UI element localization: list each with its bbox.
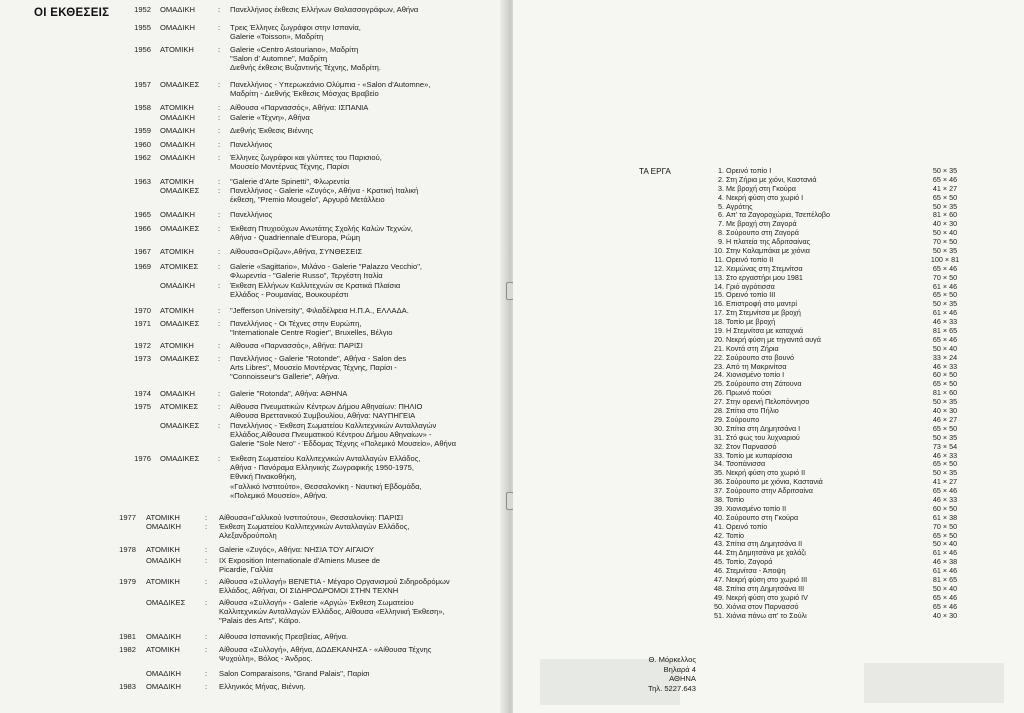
work-number: 24. — [714, 370, 724, 380]
exhibition-colon: : — [218, 153, 221, 162]
work-number: 20. — [714, 334, 724, 344]
work-title: Στον Παρνασσό — [726, 441, 777, 451]
exhibition-description: Galerie «Centro Astouriano», Μαδρίτη "Salon d' Automne", Μαδρίτη Διεθνής έκθεσις Βυζαντινής Τέχνης, Μαδρίτη. — [230, 45, 381, 73]
work-number: 26. — [714, 388, 724, 398]
work-title: Σούρουπο στη Γκούρα — [726, 512, 799, 522]
work-number: 4. — [718, 192, 724, 202]
work-number: 28. — [714, 406, 724, 416]
exhibition-colon: : — [218, 421, 221, 430]
exhibition-colon: : — [205, 556, 208, 565]
exhibition-year: 1952 — [134, 5, 151, 14]
exhibition-year: 1978 — [119, 545, 136, 554]
work-number: 17. — [714, 308, 724, 318]
exhibition-type: ΟΜΑΔΙΚΕΣ — [160, 80, 200, 89]
exhibition-description: Πανελλήνιος — [230, 140, 273, 149]
exhibition-colon: : — [218, 224, 221, 233]
exhibition-type: ΟΜΑΔΙΚΗ — [160, 210, 196, 219]
exhibition-type: ΑΤΟΜΙΚΗ — [160, 45, 194, 54]
work-title: Σούρουπο — [726, 414, 760, 424]
work-title: Ορεινό τοπίο I — [726, 166, 772, 175]
work-dimensions: 65 × 46 — [932, 592, 958, 602]
contact-street: Βηλαρά 4 — [663, 664, 696, 674]
exhibition-year: 1969 — [134, 262, 151, 271]
exhibition-year: 1977 — [119, 513, 136, 522]
work-number: 46. — [714, 566, 724, 576]
exhibition-description: Galerie "Rotonda", Αθήνα: ΑΘΗΝΑ — [230, 389, 348, 398]
work-dimensions: 46 × 33 — [932, 494, 958, 504]
exhibition-colon: : — [218, 186, 221, 195]
work-number: 3. — [718, 183, 724, 193]
exhibition-year: 1956 — [134, 45, 151, 54]
exhibition-description: Πανελλήνιος - Galerie "Rotonde", Αθήνα - Salon des Arts Libres", Μουσείο Μοντέρνας Τέχνης, Παρίσι - "Connoisseur's Gallerie", Αθήνα. — [230, 354, 407, 382]
exhibition-description: Αίθουσα «Παρνασσός», Αθήνα: ΙΣΠΑΝΙΑ — [230, 103, 369, 112]
exhibition-colon: : — [218, 319, 221, 328]
exhibition-year: 1970 — [134, 306, 151, 315]
work-dimensions: 70 × 50 — [932, 237, 958, 247]
exhibition-year: 1967 — [134, 247, 151, 256]
work-title: Τοπίο — [726, 530, 745, 540]
work-number: 33. — [714, 450, 724, 460]
exhibition-colon: : — [218, 103, 221, 112]
work-dimensions: 50 × 35 — [932, 299, 958, 309]
exhibition-type: ΟΜΑΔΙΚΗ — [146, 669, 182, 678]
exhibition-year: 1957 — [134, 80, 151, 89]
exhibition-year: 1955 — [134, 23, 151, 32]
work-dimensions: 50 × 40 — [932, 539, 958, 549]
exhibition-description: Αίθουσα«Ορίζων»,Αθήνα, ΣΥΝΘΕΣΕΙΣ — [230, 247, 363, 256]
exhibition-description: Τρεις Έλληνες ζωγράφοι στην Ισπανία, Galerie «Toisson», Μαδρίτη — [230, 23, 361, 42]
work-number: 19. — [714, 326, 724, 336]
work-number: 36. — [714, 477, 724, 487]
contact-city: ΑΘΗΝΑ — [669, 674, 696, 684]
work-number: 11. — [714, 254, 724, 264]
work-dimensions: 65 × 46 — [932, 601, 958, 611]
work-number: 29. — [714, 414, 724, 424]
work-title: Σπίτια στη Δημητσάνα II — [726, 539, 803, 549]
exhibition-year: 1958 — [134, 103, 151, 112]
work-dimensions: 33 × 24 — [932, 352, 958, 362]
exhibition-description: Galerie «Τέχνη», Αθήνα — [230, 113, 310, 122]
work-number: 35. — [714, 468, 724, 478]
work-dimensions: 41 × 27 — [932, 183, 958, 193]
work-dimensions: 60 × 50 — [932, 503, 958, 513]
work-title: Στεμνίτσα - Άποψη — [726, 566, 786, 576]
work-dimensions: 65 × 50 — [932, 192, 958, 202]
work-number: 31. — [714, 432, 724, 442]
exhibition-type: ΑΤΟΜΙΚΗ — [160, 103, 194, 112]
work-title: Νεκρή φύση στο χωριό I — [726, 192, 804, 202]
exhibition-description: Salon Comparaisons, "Grand Palais", Παρίσι — [219, 669, 370, 678]
exhibition-description: Πανελλήνιος - Galerie «Ζυγός», Αθήνα - Κρατική Ιταλική έκθεση, "Premio Mougelo", Αργυρό Μετάλλειο — [230, 186, 419, 205]
work-title: Στη Στεμνίτσα με βροχή — [726, 308, 801, 318]
work-title: Αγρότης — [726, 201, 753, 211]
work-title: Σούρουπο στην Αδριτσαίνα — [726, 486, 813, 496]
work-title: Απ' τα Ζαγοροχώρια, Τσεπέλοβο — [726, 210, 830, 220]
work-title: Ορεινό τοπίο II — [726, 254, 774, 264]
exhibition-type: ΟΜΑΔΙΚΗ — [160, 126, 196, 135]
work-title: Σούρουπο στη Ζαγορά — [726, 228, 799, 238]
exhibition-year: 1981 — [119, 632, 136, 641]
work-number: 43. — [714, 539, 724, 549]
work-number: 6. — [718, 210, 724, 220]
exhibition-type: ΟΜΑΔΙΚΕΣ — [160, 454, 200, 463]
exhibition-description: Διεθνής Έκθεσις Βιέννης — [230, 126, 314, 135]
work-dimensions: 65 × 46 — [932, 486, 958, 496]
work-dimensions: 46 × 27 — [932, 414, 958, 424]
work-number: 32. — [714, 441, 724, 451]
exhibition-type: ΟΜΑΔΙΚΕΣ — [160, 224, 200, 233]
work-number: 44. — [714, 548, 724, 558]
exhibition-description: Έκθεση Σωματείου Καλλιτεχνικών Ανταλλαγών Ελλάδος, Αλεξανδρούπολη — [219, 522, 410, 541]
work-dimensions: 50 × 40 — [932, 343, 958, 353]
work-number: 5. — [718, 201, 724, 211]
work-title: Η πλατεία της Αδριτσαίνας — [726, 237, 811, 247]
work-number: 25. — [714, 379, 724, 389]
work-title: Στην Καλαμπάκα με χιόνια — [726, 246, 810, 256]
exhibition-year: 1976 — [134, 454, 151, 463]
exhibition-type: ΟΜΑΔΙΚΕΣ — [160, 421, 200, 430]
exhibition-type: ΑΤΟΜΙΚΗ — [160, 177, 194, 186]
work-dimensions: 70 × 50 — [932, 521, 958, 531]
exhibition-colon: : — [218, 45, 221, 54]
exhibition-description: Έλληνες ζωγράφοι και γλύπτες του Παρισιού, Μουσείο Μοντέρνας Τέχνης, Παρίσι — [230, 153, 382, 172]
work-number: 15. — [714, 290, 724, 300]
work-number: 9. — [718, 237, 724, 247]
exhibition-description: Galerie «Ζυγός», Αθήνα: ΝΗΣΙΑ ΤΟΥ ΑΙΓΑΙΟΥ — [219, 545, 374, 554]
exhibition-description: IX Exposition Internationale d'Amiens Musee de Picardie, Γαλλία — [219, 556, 381, 575]
exhibition-year: 1974 — [134, 389, 151, 398]
work-number: 10. — [714, 246, 724, 256]
work-dimensions: 40 × 30 — [932, 406, 958, 416]
exhibitions-heading: ΟΙ ΕΚΘΕΣΕΙΣ — [34, 7, 110, 19]
exhibition-colon: : — [218, 126, 221, 135]
exhibition-year: 1960 — [134, 140, 151, 149]
work-number: 27. — [714, 397, 724, 407]
exhibition-year: 1973 — [134, 354, 151, 363]
work-dimensions: 61 × 46 — [932, 566, 958, 576]
exhibition-colon: : — [218, 5, 221, 14]
exhibition-colon: : — [218, 402, 221, 411]
exhibition-description: Αίθουσα Πνευματικών Κέντρων Δήμου Αθηναίων: ΠΗΛΙΟ Αίθουσα Βρεττανικού Συμβουλίου, Αθήνα: ΝΑΥΠΗΓΕΙΑ — [230, 402, 423, 421]
work-number: 42. — [714, 530, 724, 540]
exhibition-colon: : — [218, 140, 221, 149]
work-number: 7. — [718, 219, 724, 229]
work-number: 51. — [714, 610, 724, 620]
work-title: Τοπίο με βροχή — [726, 317, 776, 327]
work-number: 8. — [718, 228, 724, 238]
work-dimensions: 40 × 30 — [932, 610, 958, 620]
work-title: Τοπίο με κυπαρίσσια — [726, 450, 793, 460]
exhibition-description: "Galerie d'Arte Spinetti", Φλωρεντία — [230, 177, 350, 186]
exhibition-type: ΑΤΟΜΙΚΗ — [146, 645, 180, 654]
work-dimensions: 40 × 30 — [932, 219, 958, 229]
exhibition-description: Έκθεση Πτυχιούχων Ανωτάτης Σχολής Καλών Τεχνών, Αθήνα - Quadriennale d'Europa, Ρώμη — [230, 224, 413, 243]
work-number: 30. — [714, 423, 724, 433]
work-dimensions: 46 × 33 — [932, 317, 958, 327]
work-title: Ορεινό τοπίο III — [726, 290, 776, 300]
exhibition-description: Αίθουσα «Παρνασσός», Αθήνα: ΠΑΡΙΣΙ — [230, 341, 363, 350]
exhibition-colon: : — [218, 23, 221, 32]
work-dimensions: 61 × 46 — [932, 548, 958, 558]
exhibition-type: ΑΤΟΜΙΚΗ — [146, 513, 180, 522]
works-heading: ΤΑ ΕΡΓΑ — [639, 167, 671, 176]
exhibition-colon: : — [218, 341, 221, 350]
work-dimensions: 46 × 33 — [932, 361, 958, 371]
work-dimensions: 61 × 46 — [932, 281, 958, 291]
work-title: Σούρουπο στη Ζάτουνα — [726, 379, 802, 389]
exhibition-year: 1972 — [134, 341, 151, 350]
exhibition-type: ΟΜΑΔΙΚΗ — [160, 389, 196, 398]
work-number: 16. — [714, 299, 724, 309]
work-dimensions: 50 × 35 — [932, 397, 958, 407]
work-title: Νεκρή φύση στο χωριό II — [726, 468, 806, 478]
exhibition-type: ΑΤΟΜΙΚΗ — [160, 247, 194, 256]
work-dimensions: 50 × 35 — [932, 201, 958, 211]
exhibition-colon: : — [205, 598, 208, 607]
work-title: Χιόνια στον Παρνασσό — [726, 601, 799, 611]
work-number: 45. — [714, 557, 724, 567]
work-number: 1. — [718, 166, 724, 175]
exhibition-colon: : — [205, 669, 208, 678]
exhibition-description: Αίθουσα Ισπανικής Πρεσβείας, Αθήνα. — [219, 632, 349, 641]
work-title: Τσοπάνισσα — [726, 459, 766, 469]
exhibition-colon: : — [205, 513, 208, 522]
work-title: Ορεινό τοπίο — [726, 521, 768, 531]
exhibitions-page — [0, 0, 507, 713]
work-dimensions: 65 × 50 — [932, 290, 958, 300]
exhibition-description: Αίθουσα «Συλλογή», Αθήνα, ΔΩΔΕΚΑΝΗΣΑ - «Αίθουσα Τέχνης Ψυχούλη», Βόλος - Άνδρος. — [219, 645, 432, 664]
work-number: 48. — [714, 583, 724, 593]
exhibition-description: Ελληνικός Μήνας, Βιέννη. — [219, 682, 306, 691]
work-dimensions: 81 × 60 — [932, 388, 958, 398]
exhibition-colon: : — [218, 247, 221, 256]
exhibition-type: ΟΜΑΔΙΚΕΣ — [160, 319, 200, 328]
exhibition-description: Έκθεση Σωματείου Καλλιτεχνικών Ανταλλαγών Ελλάδος, Αθήνα - Πανόραμα Ελληνικής Ζωγραφικής 1950-1975, Εθνική Πινακοθήκη, «Γαλλικό Ινστιτούτο», Θεσσαλονίκη - Ναυτική Εβδομάδα, «Πολεμικό Μουσείο», Αθήνα. — [230, 454, 422, 500]
work-title: Χειμώνας στη Στεμνίτσα — [726, 263, 803, 273]
work-dimensions: 50 × 35 — [932, 166, 958, 175]
exhibition-description: Πανελλήνιος - Υπερωκεάνιο Ολύμπια - «Salon d'Automne», Μαδρίτη - Διεθνής Έκθεσις Μόσχας Βραβείο — [230, 80, 431, 99]
work-number: 50. — [714, 601, 724, 611]
work-number: 40. — [714, 512, 724, 522]
exhibition-colon: : — [218, 177, 221, 186]
work-title: Σπίτια στη Δημητσάνα III — [726, 583, 805, 593]
work-dimensions: 65 × 50 — [932, 423, 958, 433]
work-dimensions: 81 × 65 — [932, 326, 958, 336]
work-number: 21. — [714, 343, 724, 353]
work-dimensions: 60 × 50 — [932, 370, 958, 380]
exhibition-type: ΟΜΑΔΙΚΗ — [160, 281, 196, 290]
work-title: Στην ορεινή Πελοπόννησο — [726, 397, 810, 407]
work-dimensions: 50 × 40 — [932, 583, 958, 593]
work-title: Νεκρή φύση στο χωριό IV — [726, 592, 808, 602]
work-dimensions: 65 × 46 — [932, 263, 958, 273]
exhibition-description: Galerie «Sagittario», Μιλάνο - Galerie "Palazzo Vecchio", Φλωρεντία - "Galerie Russo", Τεργέστη Ιταλία — [230, 262, 423, 281]
work-dimensions: 65 × 46 — [932, 174, 958, 184]
exhibition-type: ΟΜΑΔΙΚΗ — [146, 522, 182, 531]
exhibition-colon: : — [205, 682, 208, 691]
exhibition-type: ΟΜΑΔΙΚΗ — [146, 682, 182, 691]
exhibition-year: 1983 — [119, 682, 136, 691]
work-dimensions: 41 × 27 — [932, 477, 958, 487]
exhibition-type: ΑΤΟΜΙΚΗ — [160, 341, 194, 350]
exhibition-type: ΑΤΟΜΙΚΗ — [146, 577, 180, 586]
work-title: Κοντά στη Ζήρια — [726, 343, 779, 353]
work-title: Σούρουπο στο βουνό — [726, 352, 795, 362]
exhibition-type: ΑΤΟΜΙΚΕΣ — [160, 262, 199, 271]
exhibition-type: ΟΜΑΔΙΚΗ — [160, 23, 196, 32]
work-title: Η Στεμνίτσα με καταχνιά — [726, 326, 804, 336]
work-number: 23. — [714, 361, 724, 371]
work-number: 13. — [714, 272, 724, 282]
work-dimensions: 50 × 35 — [932, 468, 958, 478]
exhibition-year: 1966 — [134, 224, 151, 233]
exhibition-type: ΟΜΑΔΙΚΕΣ — [146, 598, 186, 607]
exhibition-colon: : — [218, 80, 221, 89]
artist-contact — [630, 655, 696, 693]
exhibition-colon: : — [218, 113, 221, 122]
exhibition-colon: : — [205, 522, 208, 531]
work-title: Στό φως του λυχναριού — [726, 432, 800, 442]
work-title: Με βροχή στη Γκούρα — [726, 183, 796, 193]
work-number: 34. — [714, 459, 724, 469]
exhibition-colon: : — [205, 645, 208, 654]
work-title: Τοπίο — [726, 494, 745, 504]
work-title: Από τη Μακρινίτσα — [726, 361, 787, 371]
work-title: Στη Ζήρια με χιόνι, Καστανιά — [726, 174, 817, 184]
exhibition-year: 1965 — [134, 210, 151, 219]
exhibition-description: Αίθουσα«Γαλλικού Ινστιτούτου», Θεσσαλονίκη: ΠΑΡΙΣΙ — [219, 513, 404, 522]
work-dimensions: 65 × 50 — [932, 459, 958, 469]
exhibition-colon: : — [218, 454, 221, 463]
exhibition-type: ΟΜΑΔΙΚΗ — [160, 153, 196, 162]
exhibition-colon: : — [218, 210, 221, 219]
work-title: Σπίτια στο Πήλιο — [726, 406, 779, 416]
work-number: 22. — [714, 352, 724, 362]
work-number: 12. — [714, 263, 724, 273]
work-number: 39. — [714, 503, 724, 513]
work-dimensions: 65 × 46 — [932, 334, 958, 344]
exhibition-year: 1959 — [134, 126, 151, 135]
exhibition-colon: : — [218, 306, 221, 315]
work-dimensions: 65 × 50 — [932, 530, 958, 540]
work-title: Πρωινό πούσι — [726, 388, 771, 398]
exhibition-description: Αίθουσα «Συλλογή» ΒΕΝΕΤΙΑ - Μέγαρο Οργανισμού Σιδηροδρόμων Ελλάδος, Αθήναι, ΟΙ ΣΙΔΗΡΟΔΡΟΜΟΙ ΣΤΗΝ ΤΕΧΝΗ — [219, 577, 450, 596]
work-title: Νεκρή φύση με τηγανιτά αυγά — [726, 334, 821, 344]
work-number: 38. — [714, 494, 724, 504]
work-title: Στο εργαστήρι μου 1981 — [726, 272, 803, 282]
exhibition-colon: : — [218, 262, 221, 271]
work-number: 49. — [714, 592, 724, 602]
exhibition-year: 1971 — [134, 319, 151, 328]
exhibition-colon: : — [205, 545, 208, 554]
exhibition-year: 1963 — [134, 177, 151, 186]
work-number: 18. — [714, 317, 724, 327]
exhibition-type: ΟΜΑΔΙΚΕΣ — [160, 354, 200, 363]
exhibition-type: ΟΜΑΔΙΚΗ — [146, 556, 182, 565]
contact-name: Θ. Μόρκελλος — [648, 655, 696, 664]
work-dimensions: 46 × 38 — [932, 557, 958, 567]
exhibition-type: ΟΜΑΔΙΚΗ — [160, 5, 196, 14]
work-title: Σπίτια στη Δημητσάνα I — [726, 423, 801, 433]
exhibition-type: ΟΜΑΔΙΚΗ — [160, 140, 196, 149]
exhibition-description: Πανελλήνιος έκθεσις Ελλήνων Θαλασσογράφων, Αθήνα — [230, 5, 419, 14]
work-dimensions: 50 × 35 — [932, 432, 958, 442]
exhibition-type: ΟΜΑΔΙΚΗ — [160, 113, 196, 122]
work-title: Γριό αγρότισσα — [726, 281, 775, 291]
exhibition-description: "Jefferson University", Φιλαδέλφεια Η.Π.Α., ΕΛΛΑΔΑ. — [230, 306, 409, 315]
work-number: 47. — [714, 574, 724, 584]
exhibition-description: Πανελλήνιος - Οι Τέχνες στην Ευρώπη, "Internationale Centre Rogier", Bruxelles, Βέλγιο — [230, 319, 393, 338]
exhibition-colon: : — [218, 281, 221, 290]
work-dimensions: 50 × 35 — [932, 246, 958, 256]
work-dimensions: 50 × 40 — [932, 228, 958, 238]
work-dimensions: 65 × 50 — [932, 379, 958, 389]
work-dimensions: 70 × 50 — [932, 272, 958, 282]
exhibition-type: ΑΤΟΜΙΚΕΣ — [160, 402, 199, 411]
work-title: Χιονισμένο τοπίο II — [726, 503, 787, 513]
work-number: 37. — [714, 486, 724, 496]
work-title: Επιστροφή στο μαντρί — [726, 299, 797, 309]
exhibition-description: Πανελλήνιος — [230, 210, 273, 219]
work-dimensions: 81 × 65 — [932, 574, 958, 584]
work-dimensions: 100 × 81 — [930, 254, 960, 264]
exhibition-year: 1975 — [134, 402, 151, 411]
work-dimensions: 46 × 33 — [932, 450, 958, 460]
work-dimensions: 61 × 38 — [932, 512, 958, 522]
exhibition-description: Έκθεση Ελλήνων Καλλιτεχνών σε Κρατικά Πλαίσια Ελλάδος - Ρουμανίας, Βουκουρέστι — [230, 281, 401, 300]
show-through-block-right — [864, 663, 1004, 703]
work-dimensions: 81 × 60 — [932, 210, 958, 220]
work-row — [700, 612, 980, 621]
work-title: Νεκρή φύση στο χωριό III — [726, 574, 808, 584]
work-dimensions: 73 × 54 — [932, 441, 958, 451]
exhibition-colon: : — [205, 577, 208, 586]
work-number: 2. — [718, 174, 724, 184]
work-title: Χιονισμένο τοπίο I — [726, 370, 785, 380]
exhibition-year: 1979 — [119, 577, 136, 586]
exhibition-colon: : — [218, 389, 221, 398]
exhibition-type: ΑΤΟΜΙΚΗ — [160, 306, 194, 315]
work-dimensions: 61 × 46 — [932, 308, 958, 318]
exhibition-type: ΑΤΟΜΙΚΗ — [146, 545, 180, 554]
exhibition-type: ΟΜΑΔΙΚΗ — [146, 632, 182, 641]
works-list — [700, 167, 980, 620]
work-title: Χιόνια πάνω απ' το Σούλι — [726, 610, 807, 620]
work-number: 41. — [714, 521, 724, 531]
work-title: Στη Δημητσάνα με χαλάζι — [726, 548, 806, 558]
exhibition-year: 1962 — [134, 153, 151, 162]
exhibition-year: 1982 — [119, 645, 136, 654]
exhibition-description: Πανελλήνιος - Έκθεση Σωματείου Καλλιτεχνικών Ανταλλαγών Ελλάδος,Αίθουσα Πνευματικού Κέντρου Δήμου Αθηναίων» - Galerie "Sole Nero" - Έδδομας Τέχνης «Πολεμικό Μουσείο», Αθήνα — [230, 421, 456, 449]
work-title: Με βροχή στη Ζαγορά — [726, 219, 797, 229]
exhibition-type: ΟΜΑΔΙΚΕΣ — [160, 186, 200, 195]
work-title: Σούρουπο με χιόνια, Καστανιά — [726, 477, 823, 487]
work-title: Τοπίο, Ζαγορά — [726, 557, 773, 567]
work-number: 14. — [714, 281, 724, 291]
contact-phone: Τηλ. 5227.643 — [648, 683, 696, 693]
exhibition-colon: : — [205, 632, 208, 641]
exhibition-description: Αίθουσα «Συλλογή» - Galerie «Αργώ» Έκθεση Σωματείου Καλλιτεχνικών Ανταλλαγών Ελλάδος, Αίθουσα «Ελληνική Έκθεση», "Palais des Arts", Κάϊρο. — [219, 598, 445, 626]
exhibition-colon: : — [218, 354, 221, 363]
